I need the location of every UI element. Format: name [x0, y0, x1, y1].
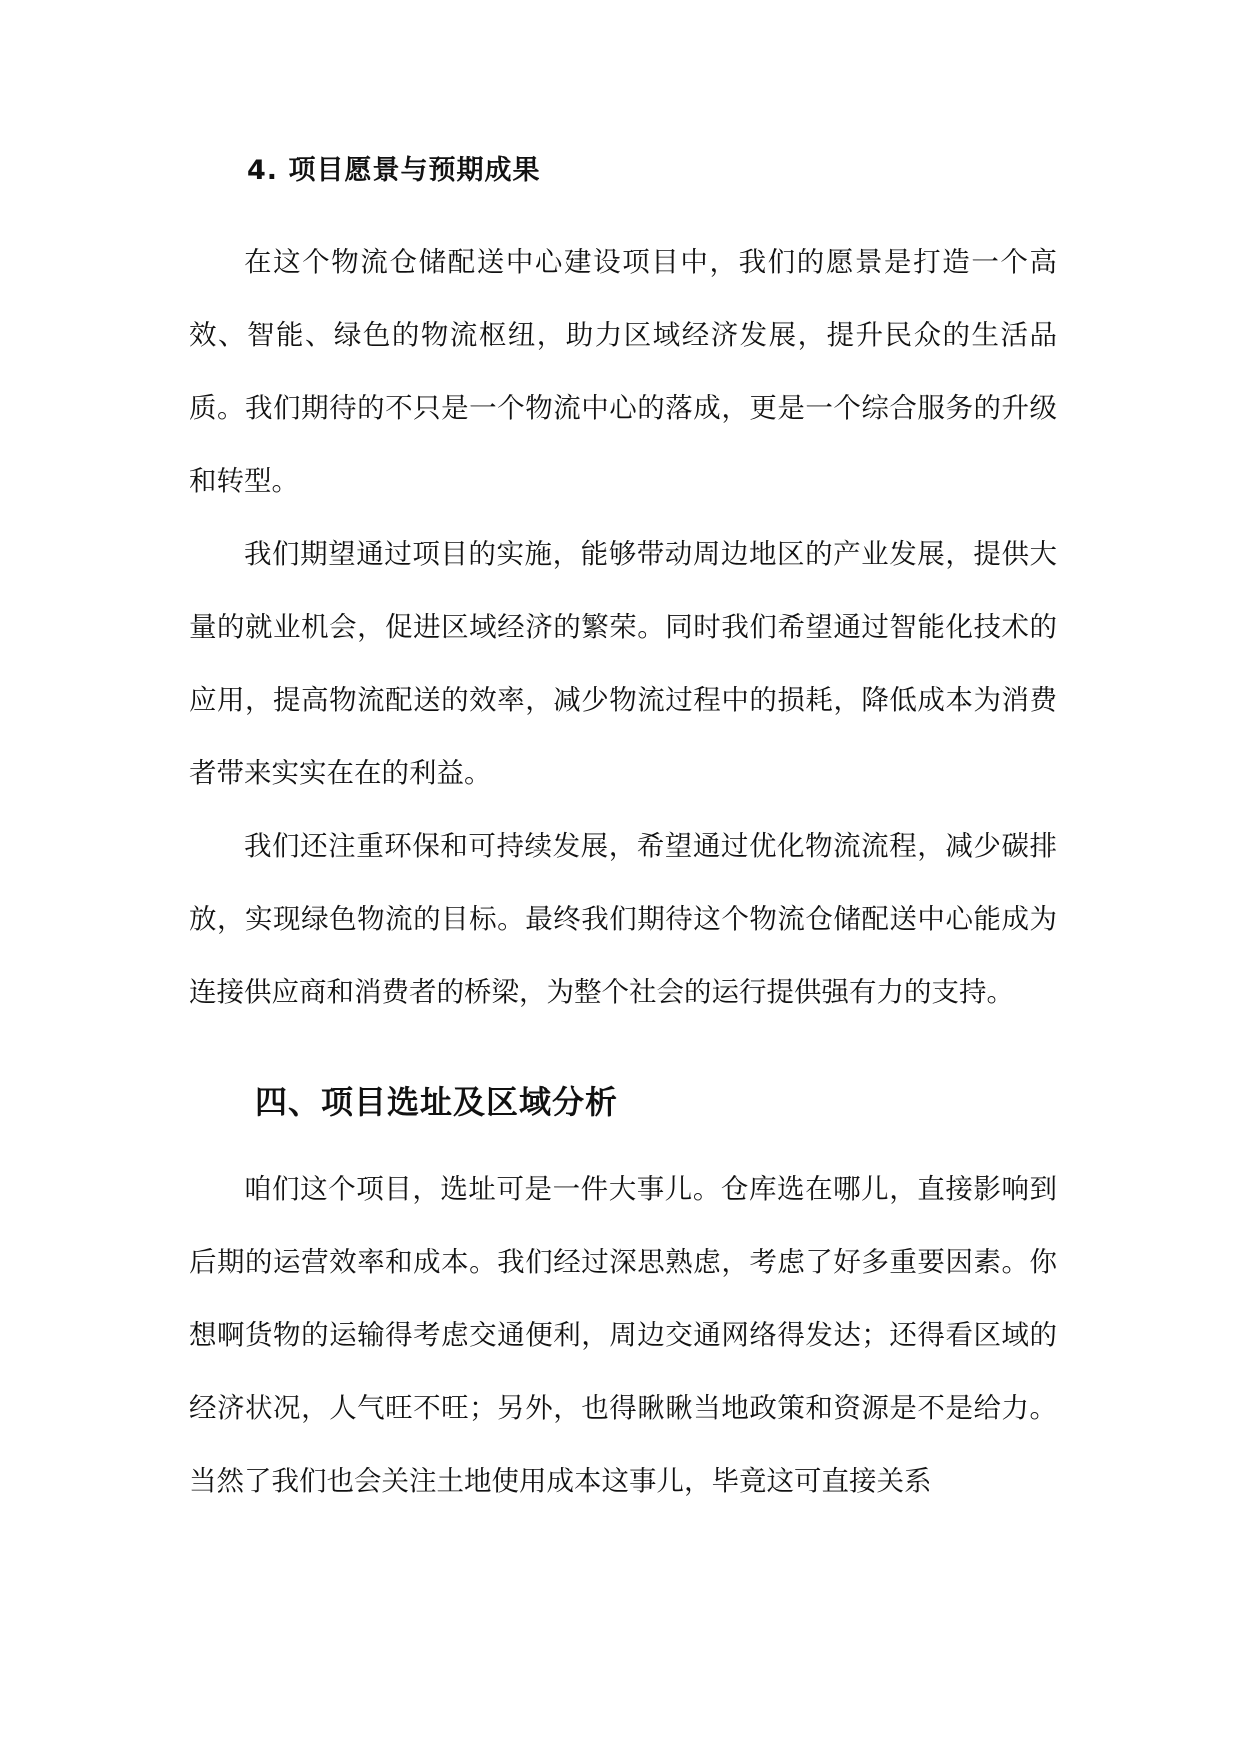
paragraph-vision: 在这个物流仓储配送中心建设项目中，我们的愿景是打造一个高效、智能、绿色的物流枢纽，助力区域经济发展，提升民众的生活品质。我们期待的不只是一个物流中心的落成，更是一个综合服务的升级和转型。 — [189, 246, 1057, 497]
paragraph-expectations: 我们期望通过项目的实施，能够带动周边地区的产业发展，提供大量的就业机会，促进区域经济的繁荣。同时我们希望通过智能化技术的应用，提高物流配送的效率，减少物流过程中的损耗，降低成本为消费者带来实实在在的利益。 — [189, 538, 1057, 789]
subsection-heading: 4. 项目愿景与预期成果 — [247, 155, 541, 186]
paragraph-site-selection: 咱们这个项目，选址可是一件大事儿。仓库选在哪儿，直接影响到后期的运营效率和成本。我们经过深思熟虑，考虑了好多重要因素。你想啊货物的运输得考虑交通便利，周边交通网络得发达；还得看区域的经济状况，人气旺不旺；另外，也得瞅瞅当地政策和资源是不是给力。当然了我们也会关注土地使用成本这事儿，毕竟这可直接关系 — [189, 1173, 1057, 1497]
paragraph-sustainability: 我们还注重环保和可持续发展，希望通过优化物流流程，减少碳排放，实现绿色物流的目标。最终我们期待这个物流仓储配送中心能成为连接供应商和消费者的桥梁，为整个社会的运行提供强有力的支持。 — [189, 830, 1057, 1008]
page-content — [189, 150, 1057, 1518]
section-heading: 四、项目选址及区域分析 — [255, 1083, 619, 1121]
